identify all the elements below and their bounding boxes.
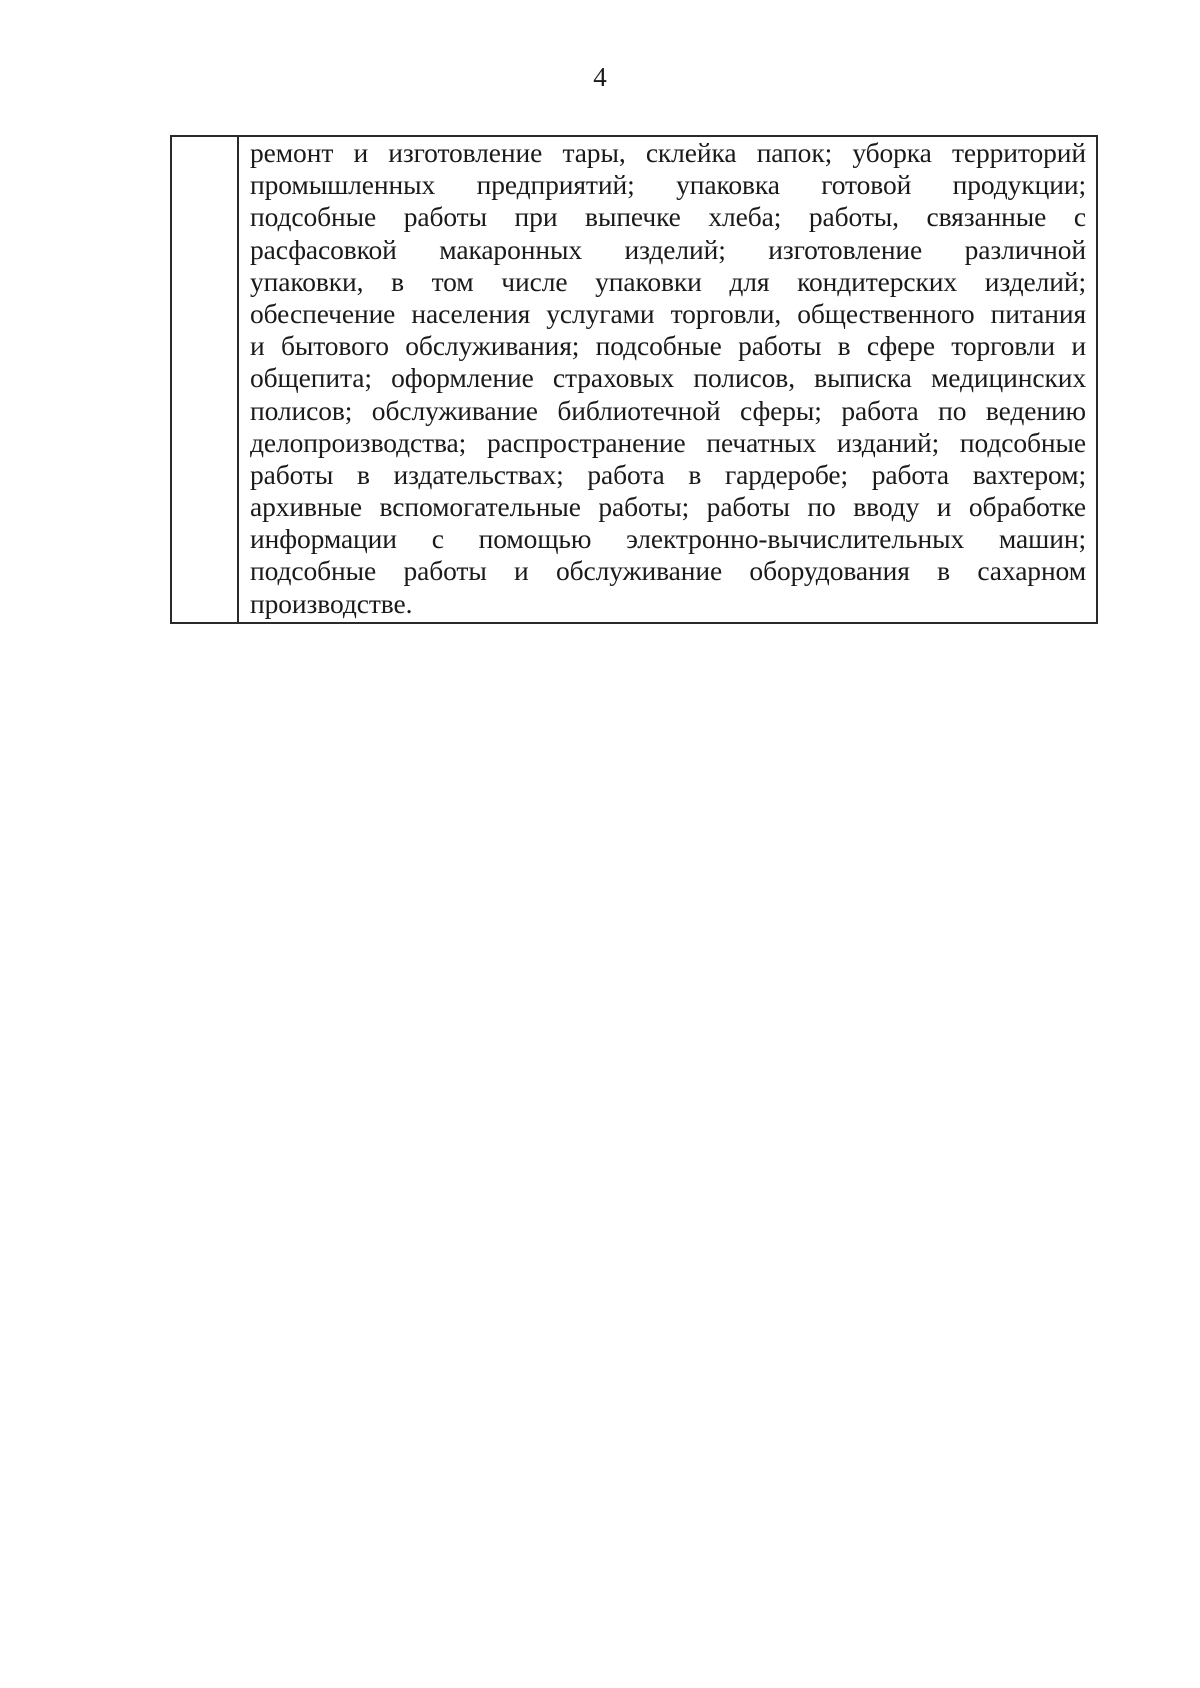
text-line: подсобные работы при выпечке хлеба; работы, связанные с: [250, 201, 1086, 233]
text-line: архивные вспомогательные работы; работы по вводу и обработке: [250, 491, 1086, 523]
text-line: производстве.: [250, 587, 413, 619]
page-number: 4: [593, 62, 607, 92]
text-line: работы в издательствах; работа в гардеробе; работа вахтером;: [250, 458, 1086, 490]
text-line: делопроизводства; распространение печатных изданий; подсобные: [250, 426, 1086, 458]
text-line: и бытового обслуживания; подсобные работы в сфере торговли и: [250, 330, 1086, 362]
text-line: расфасовкой макаронных изделий; изготовление различной: [250, 233, 1086, 265]
table-text-cell: [239, 137, 1096, 622]
text-line: информации с помощью электронно-вычислительных машин;: [250, 523, 1086, 555]
table-left-cell: [172, 137, 239, 622]
text-line: обеспечение населения услугами торговли, общественного питания: [250, 297, 1086, 329]
text-line: ремонт и изготовление тары, склейка папок; уборка территорий: [250, 137, 1086, 168]
text-line: подсобные работы и обслуживание оборудования в сахарном: [250, 555, 1086, 587]
text-line: промышленных предприятий; упаковка готовой продукции;: [250, 169, 1086, 201]
text-line: общепита; оформление страховых полисов, выписка медицинских: [250, 362, 1086, 394]
text-line: упаковки, в том числе упаковки для кондитерских изделий;: [250, 265, 1086, 297]
document-table: [170, 135, 1098, 624]
text-line: полисов; обслуживание библиотечной сферы; работа по ведению: [250, 394, 1086, 426]
